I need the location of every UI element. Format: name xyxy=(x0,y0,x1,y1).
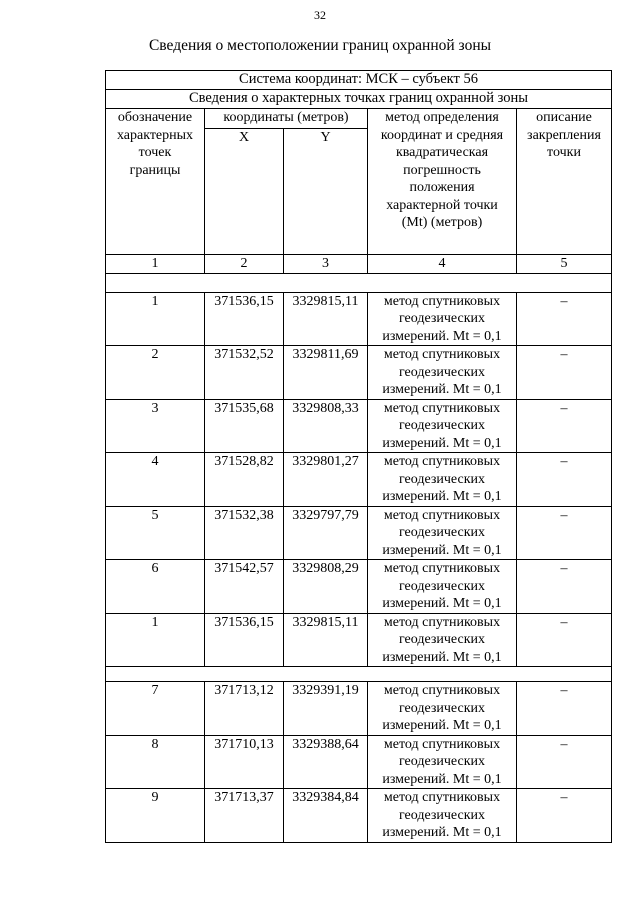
method-line: метод спутниковых xyxy=(383,614,501,630)
coordinate-system-cell: Система координат: МСК – субъект 56 xyxy=(106,71,612,90)
method-line: измерений. Mt = 0,1 xyxy=(382,825,502,840)
header-line: описание xyxy=(536,110,592,125)
fixation-dash: – xyxy=(517,292,612,346)
method-line: измерений. Mt = 0,1 xyxy=(382,649,502,665)
column-number: 5 xyxy=(517,255,612,274)
header-method xyxy=(368,109,517,255)
boundary-points-table xyxy=(105,70,612,843)
method-line: метод спутниковых xyxy=(383,507,501,523)
point-id: 6 xyxy=(106,560,205,614)
method-line: геодезических xyxy=(398,700,485,716)
method-cell xyxy=(368,735,517,789)
table-row xyxy=(106,453,612,507)
header-line: точек xyxy=(138,145,172,160)
separator-row xyxy=(106,273,612,292)
point-id: 8 xyxy=(106,735,205,789)
method-line: измерений. Mt = 0,1 xyxy=(382,328,502,344)
method-cell xyxy=(368,560,517,614)
coord-y: 3329808,33 xyxy=(284,399,368,453)
coord-y: 3329801,27 xyxy=(284,453,368,507)
header-line: обозначение xyxy=(117,110,193,125)
coord-x: 371710,13 xyxy=(205,735,284,789)
table-row xyxy=(106,292,612,346)
table-row xyxy=(106,613,612,667)
page-number: 32 xyxy=(314,8,326,22)
method-line: измерений. Mt = 0,1 xyxy=(382,382,502,397)
method-line: геодезических xyxy=(398,364,485,380)
method-line: измерений. Mt = 0,1 xyxy=(382,489,502,504)
separator-cell xyxy=(106,667,612,682)
table-row xyxy=(106,560,612,614)
coordinate-system-row xyxy=(106,71,612,90)
column-number: 4 xyxy=(368,255,517,274)
fixation-dash: – xyxy=(517,506,612,560)
point-id: 1 xyxy=(106,292,205,346)
separator-cell xyxy=(106,273,612,292)
coord-x: 371532,52 xyxy=(205,346,284,400)
method-cell xyxy=(368,346,517,400)
header-line: координат и средняя xyxy=(380,127,504,143)
fixation-dash: – xyxy=(517,399,612,453)
header-line: точки xyxy=(547,145,581,160)
method-line: геодезических xyxy=(398,632,485,647)
header-row xyxy=(106,109,612,129)
table-row xyxy=(106,346,612,400)
header-line: положения xyxy=(409,180,475,195)
header-y: Y xyxy=(284,129,368,255)
method-line: метод спутниковых xyxy=(383,347,501,362)
fixation-dash: – xyxy=(517,735,612,789)
coord-y: 3329388,64 xyxy=(284,735,368,789)
coord-x: 371528,82 xyxy=(205,453,284,507)
header-line: границы xyxy=(129,162,181,178)
method-line: геодезических xyxy=(398,418,485,433)
method-cell xyxy=(368,682,517,736)
method-cell xyxy=(368,292,517,346)
method-line: метод спутниковых xyxy=(383,736,501,752)
page-title: Сведения о местоположении границ охранной зоны xyxy=(148,37,492,54)
point-id: 2 xyxy=(106,346,205,400)
fixation-dash: – xyxy=(517,560,612,614)
header-fixation-description xyxy=(517,109,612,255)
method-line: метод спутниковых xyxy=(383,683,501,698)
header-line: характерной точки xyxy=(386,197,498,213)
coord-y: 3329797,79 xyxy=(284,506,368,560)
coord-x: 371713,12 xyxy=(205,682,284,736)
coord-y: 3329384,84 xyxy=(284,789,368,843)
method-line: измерений. Mt = 0,1 xyxy=(382,542,502,558)
coord-x: 371532,38 xyxy=(205,506,284,560)
header-coordinates-group: координаты (метров) xyxy=(205,109,368,129)
separator-row xyxy=(106,667,612,682)
header-line: характерных xyxy=(116,127,194,143)
method-line: метод спутниковых xyxy=(383,400,501,416)
coord-y: 3329808,29 xyxy=(284,560,368,614)
point-id: 3 xyxy=(106,399,205,453)
header-line: погрешность xyxy=(403,162,481,178)
method-line: геодезических xyxy=(398,754,485,769)
point-id: 1 xyxy=(106,613,205,667)
method-line: геодезических xyxy=(398,525,485,540)
coord-x: 371535,68 xyxy=(205,399,284,453)
point-id: 7 xyxy=(106,682,205,736)
point-id: 4 xyxy=(106,453,205,507)
method-cell xyxy=(368,506,517,560)
method-line: геодезических xyxy=(398,311,485,326)
method-cell xyxy=(368,453,517,507)
header-line: (Mt) (метров) xyxy=(401,215,483,230)
coord-y: 3329815,11 xyxy=(284,613,368,667)
method-line: метод спутниковых xyxy=(383,561,501,576)
method-line: метод спутниковых xyxy=(383,293,501,309)
method-cell xyxy=(368,613,517,667)
column-number: 3 xyxy=(284,255,368,274)
coord-y: 3329811,69 xyxy=(284,346,368,400)
method-line: измерений. Mt = 0,1 xyxy=(382,596,502,611)
column-numbers-row xyxy=(106,255,612,274)
method-line: геодезических xyxy=(398,807,485,823)
header-line: метод определения xyxy=(385,110,499,125)
column-number: 1 xyxy=(106,255,205,274)
header-line: квадратическая xyxy=(395,145,489,160)
method-line: геодезических xyxy=(398,578,485,594)
table-row xyxy=(106,682,612,736)
method-line: метод спутниковых xyxy=(383,790,501,805)
method-line: метод спутниковых xyxy=(383,454,501,469)
method-line: геодезических xyxy=(398,471,485,487)
coord-x: 371542,57 xyxy=(205,560,284,614)
table-row xyxy=(106,399,612,453)
fixation-dash: – xyxy=(517,789,612,843)
method-line: измерений. Mt = 0,1 xyxy=(382,771,502,787)
section-title-row xyxy=(106,90,612,109)
point-id: 5 xyxy=(106,506,205,560)
fixation-dash: – xyxy=(517,682,612,736)
header-point-designation xyxy=(106,109,205,255)
method-line: измерений. Mt = 0,1 xyxy=(382,435,502,451)
fixation-dash: – xyxy=(517,453,612,507)
fixation-dash: – xyxy=(517,613,612,667)
coord-y: 3329815,11 xyxy=(284,292,368,346)
coord-x: 371536,15 xyxy=(205,613,284,667)
method-cell xyxy=(368,789,517,843)
point-id: 9 xyxy=(106,789,205,843)
coord-x: 371713,37 xyxy=(205,789,284,843)
coord-y: 3329391,19 xyxy=(284,682,368,736)
section-title-cell: Сведения о характерных точках границ охранной зоны xyxy=(106,90,612,109)
method-cell xyxy=(368,399,517,453)
method-line: измерений. Mt = 0,1 xyxy=(382,718,502,733)
table-row xyxy=(106,506,612,560)
coord-x: 371536,15 xyxy=(205,292,284,346)
header-x: X xyxy=(205,129,284,255)
fixation-dash: – xyxy=(517,346,612,400)
header-line: закрепления xyxy=(527,127,601,143)
table-row xyxy=(106,735,612,789)
column-number: 2 xyxy=(205,255,284,274)
table-row xyxy=(106,789,612,843)
